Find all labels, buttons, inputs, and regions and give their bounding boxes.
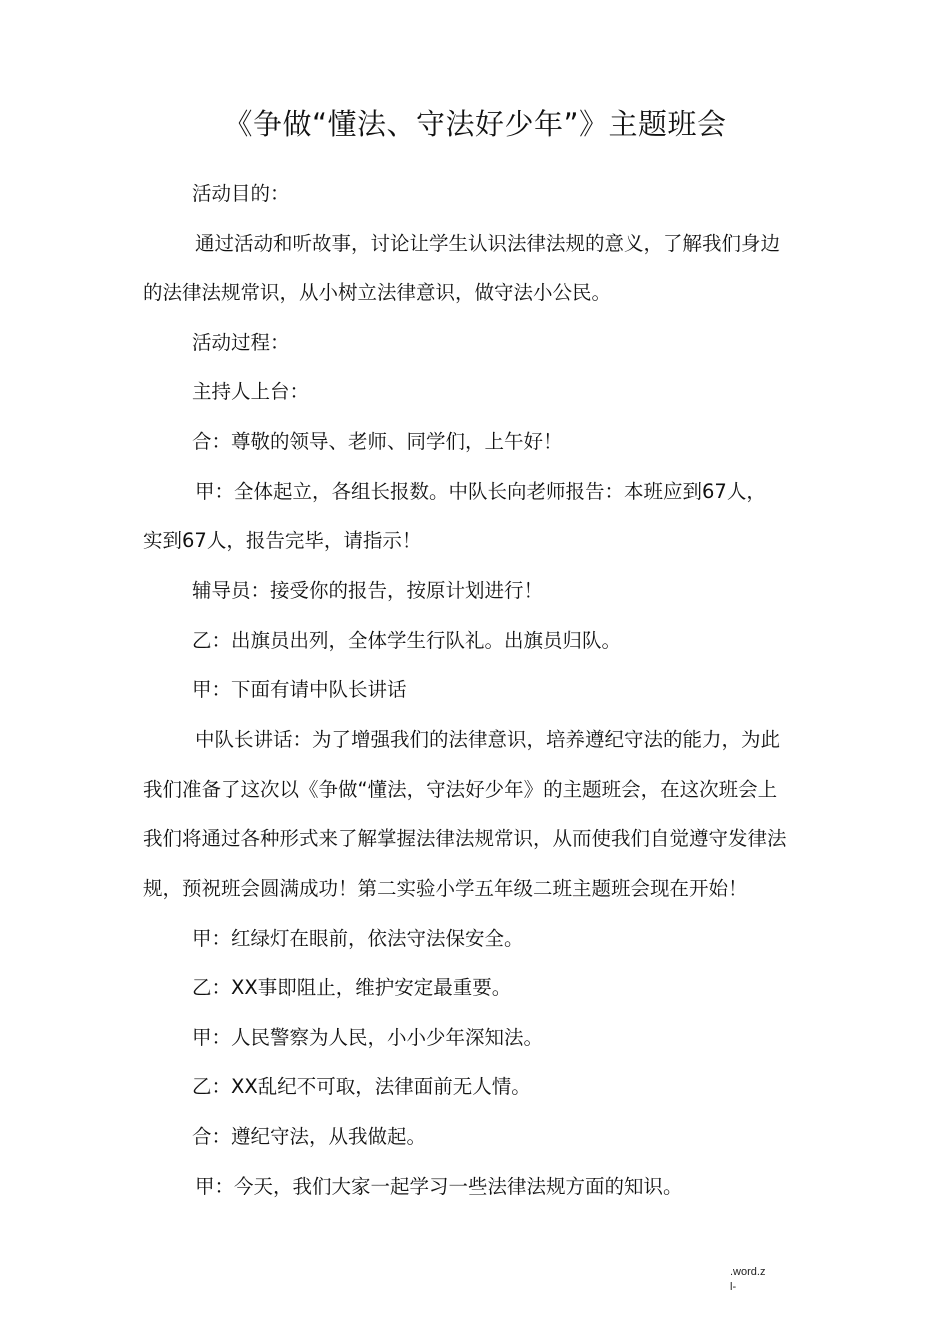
document-title: 《争做“懂法、守法好少年”》主题班会: [223, 107, 727, 141]
paragraph-line: 乙：XX事即阻止，维护安定最重要。: [192, 976, 512, 999]
paragraph-line: 合：遵纪守法，从我做起。: [192, 1125, 427, 1148]
paragraph-line: 的法律法规常识，从小树立法律意识，做守法小公民。: [143, 281, 612, 304]
paragraph-line: 实到67人，报告完毕，请指示！: [143, 529, 422, 552]
paragraph-line: 我们将通过各种形式来了解掌握法律法规常识，从而使我们自觉遵守发律法: [143, 827, 787, 850]
paragraph-line: 甲：下面有请中队长讲话: [192, 678, 407, 701]
paragraph-line: 乙：出旗员出列，全体学生行队礼。出旗员归队。: [192, 629, 622, 652]
paragraph-line: 合：尊敬的领导、老师、同学们，上午好！: [192, 430, 563, 453]
footer-mark-line1: .word.z: [730, 1266, 766, 1278]
footer-mark-line2: l-: [730, 1281, 737, 1293]
paragraph-line: 我们准备了这次以《争做“懂法，守法好少年》的主题班会，在这次班会上: [143, 778, 778, 801]
paragraph-line: 甲：红绿灯在眼前，依法守法保安全。: [192, 927, 524, 950]
paragraph-line: 甲：人民警察为人民，小小少年深知法。: [192, 1026, 544, 1049]
paragraph-line: 甲：全体起立，各组长报数。中队长向老师报告：本班应到67人，: [195, 480, 766, 503]
paragraph-line: 通过活动和听故事，讨论让学生认识法律法规的意义，了解我们身边: [195, 232, 781, 255]
paragraph-line: 规，预祝班会圆满成功！第二实验小学五年级二班主题班会现在开始！: [143, 877, 748, 900]
paragraph-line: 辅导员：接受你的报告，按原计划进行！: [192, 579, 544, 602]
heading-activity-process: 活动过程：: [192, 331, 290, 354]
paragraph-line: 主持人上台：: [192, 380, 310, 403]
paragraph-line: 乙：XX乱纪不可取，法律面前无人情。: [192, 1075, 531, 1098]
paragraph-line: 甲：今天，我们大家一起学习一些法律法规方面的知识。: [195, 1175, 683, 1198]
paragraph-line: 中队长讲话：为了增强我们的法律意识，培养遵纪守法的能力，为此: [195, 728, 781, 751]
heading-activity-purpose: 活动目的：: [192, 182, 290, 205]
